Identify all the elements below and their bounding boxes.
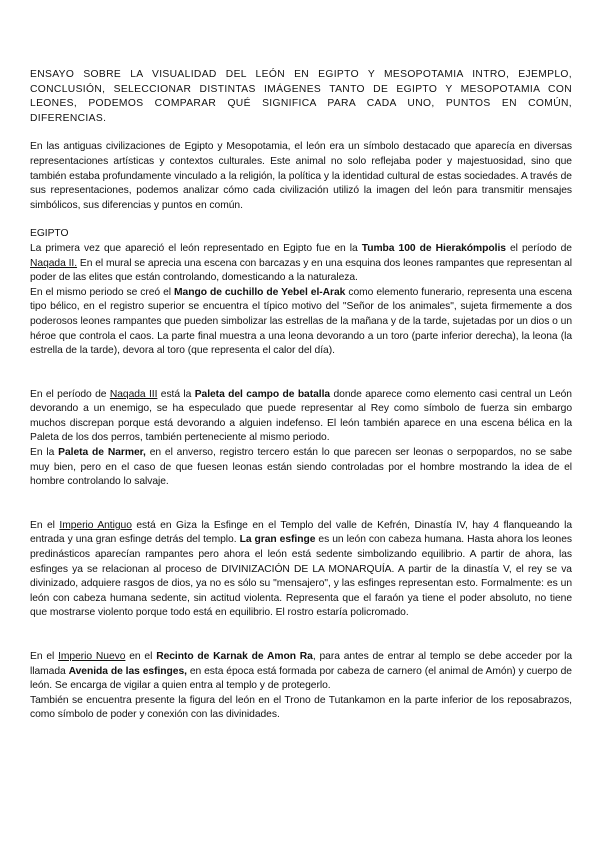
paragraph-hierakompolis: La primera vez que apareció el león representado en Egipto fue en la Tumba 100 de Hierakómpolis el período de Naqada II. En el mural se aprecia una escena con barcazas y en una esquina dos leones rampantes que representan al poder de las elites que están controlando, domesticando a la naturaleza. [30, 242, 572, 284]
term-tumba-100: Tumba 100 de Hierakómpolis [361, 242, 506, 254]
section-heading-egipto: EGIPTO [30, 228, 69, 240]
term-mango-cuchillo: Mango de cuchillo de Yebel el-Arak [174, 286, 346, 298]
term-paleta-narmer: Paleta de Narmer, [58, 447, 146, 459]
paragraph-imperio-nuevo: En el Imperio Nuevo en el Recinto de Karnak de Amon Ra, para antes de entrar al templo se debe acceder por la llamada Avenida de las esfinges, en esta época está formada por cabeza de carnero (el animal de Amón) y cuerpo de león. Se encarga de vigilar a quien entra al templo y de protegerlo. [30, 651, 573, 692]
document-page [30, 68, 572, 723]
essay-title: ENSAYO SOBRE LA VISUALIDAD DEL LEÓN EN EGIPTO Y MESOPOTAMIA INTRO, EJEMPLO, CONCLUSIÓN, SELECCIONAR DISTINTAS IMÁGENES TANTO DE EGIPTO Y MESOPOTAMIA CON LEONES, PODEMOS COMPARAR QUÉ SIGNIFICA PARA CADA UNO, PUNTOS EN COMÚN, DIFERENCIAS. [30, 69, 572, 124]
term-gran-esfinge: La gran esfinge [239, 534, 316, 546]
intro-paragraph: En las antiguas civilizaciones de Egipto y Mesopotamia, el león era un símbolo destacado que aparecía en diversas representaciones artísticas y contextos culturales. Este animal no solo reflejaba poder y majestuosidad, sino que también estaba profundamente vinculado a la religión, la política y la identidad cultural de estas sociedades. A través de sus representaciones, podemos analizar cómo cada civilización utilizó la imagen del león para transmitir mensajes simbólicos, sus diferencias y puntos en común. [30, 141, 572, 211]
paragraph-tutankamon: También se encuentra presente la figura del león en el Trono de Tutankamon en la parte inferior de los reposabrazos, como símbolo de poder y conexión con las divinidades. [30, 694, 572, 721]
paragraph-imperio-antiguo: En el Imperio Antiguo está en Giza la Esfinge en el Templo del valle de Kefrén, Dinastía IV, hay 4 flanqueando la entrada y una gran esfinge detrás del templo. La gran esfinge es un león con cabeza humana. Hasta ahora los leones predinásticos aparecían rampantes pero ahora el león está sedente simbolizando equilibrio. A partir de ahora, las esfinges ya se relacionan al proceso de DIVINIZACIÓN DE LA MONARQUÍA. A partir de la dinastía V, el rey se va divinizado, adquiere rasgos de dios, ya no es sólo su "mensajero", y las esfinges representan esto. Formalmente: es un león con cabeza humana sedente, sin actitud violenta. Representa que el faraón ya tiene el poder absoluto, no tiene que mostrarse violento porque todo está en equilibrio. El rostro estaría policromado. [30, 519, 573, 619]
paragraph-narmer: En la Paleta de Narmer, en el anverso, registro tercero están lo que parecen ser leonas o serpopardos, no se sabe muy bien, pero en el caso de que fuesen leonas están siendo controladas por el hombre mostrando la idea de el hombre controlando lo salvaje. [30, 447, 573, 488]
term-paleta-campo-batalla: Paleta del campo de batalla [194, 388, 331, 400]
term-naqada-iii: Naqada III [109, 388, 158, 400]
term-imperio-antiguo: Imperio Antiguo [59, 519, 132, 531]
paragraph-campo-batalla: En el período de Naqada III está la Paleta del campo de batalla donde aparece como elemento casi central un León devorando a un enemigo, se ha especulado que puede representar al Rey como símbolo de fuerza sin embargo muchos discrepan porque está devorando a alguien indefenso. El león también aparece en una escena bélica en la Paleta de los dos perros, también perteneciente al mismo periodo. [30, 388, 572, 444]
term-naqada-ii: Naqada II. [30, 257, 78, 269]
paragraph-yebel-el-arak: En el mismo periodo se creó el Mango de cuchillo de Yebel el-Arak como elemento funerario, representa una escena tipo bélico, en el registro superior se encuentra el típico motivo del "Señor de los animales", sujeta firmemente a dos poderosos leones rampantes que pueden simbolizar las estrellas de la mañana y de la tarde, sujetadas por un dios o un héroe que controla el caos. La parte final muestra a una leona devorando a un toro (parte inferior derecha), la leona (la estrella de la tarde), devora al toro (que representa el calor del día). [30, 286, 572, 357]
term-imperio-nuevo: Imperio Nuevo [58, 651, 126, 662]
term-avenida-esfinges: Avenida de las esfinges, [68, 665, 187, 677]
term-recinto-karnak: Recinto de Karnak de Amon Ra [156, 651, 313, 662]
